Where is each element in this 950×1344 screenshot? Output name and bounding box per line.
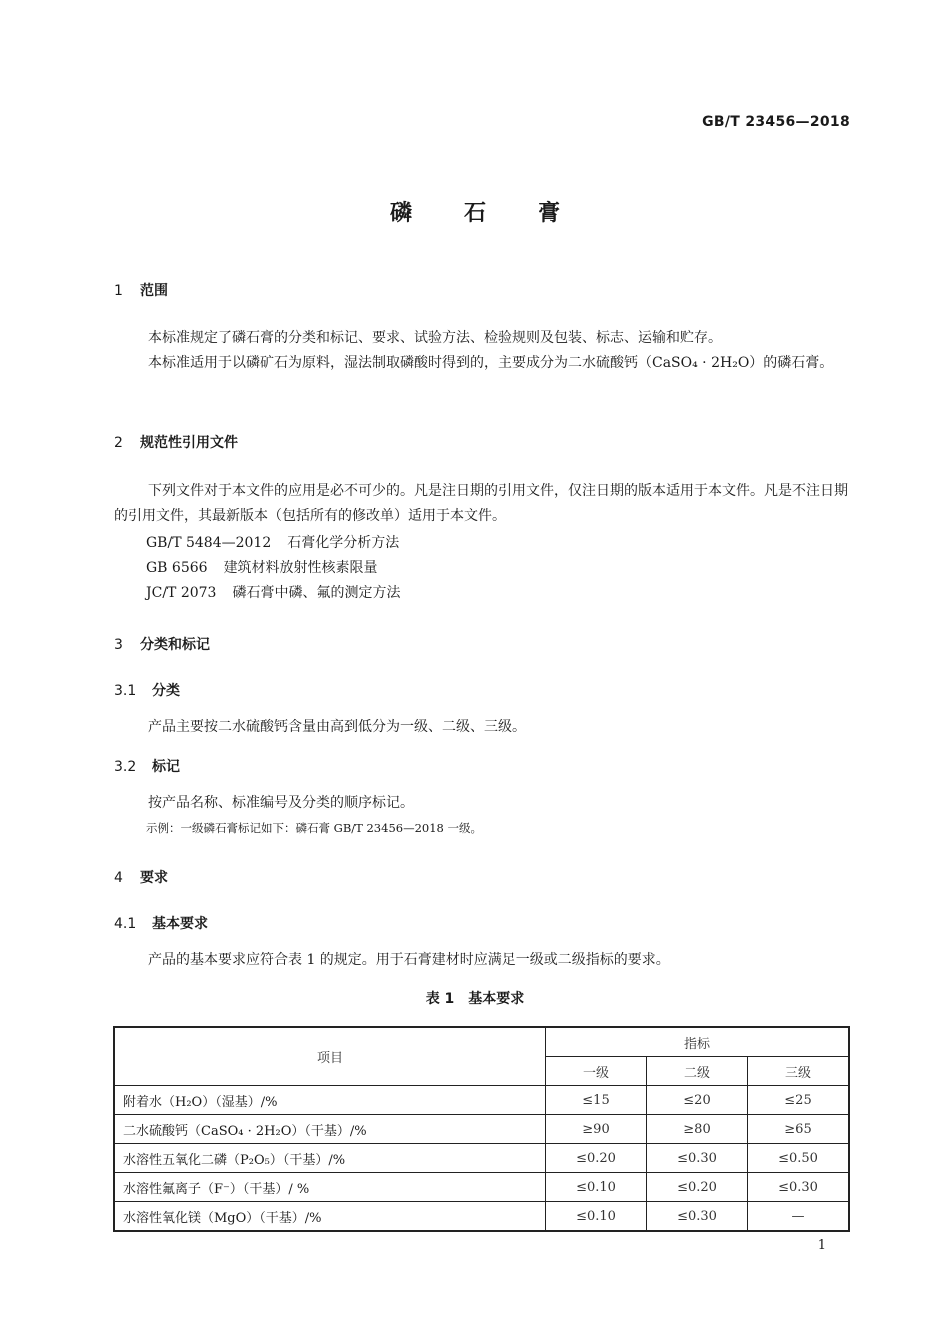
table-cell-item: 水溶性氟离子（F⁻）（干基）/ % <box>114 1173 546 1202</box>
table-cell-value: — <box>748 1202 850 1232</box>
table-cell-value: ≤0.30 <box>647 1202 748 1232</box>
reference-name: 建筑材料放射性核素限量 <box>223 560 378 576</box>
reference-name: 石膏化学分析方法 <box>287 535 400 551</box>
page-number: 1 <box>817 1238 826 1253</box>
table-cell-value: ≤15 <box>546 1086 647 1115</box>
section-title: 范围 <box>140 283 168 299</box>
table-cell-value: ≥90 <box>546 1115 647 1144</box>
section-title: 基本要求 <box>152 916 208 932</box>
section-1-paragraph-1: 本标准规定了磷石膏的分类和标记、要求、试验方法、检验规则及包装、标志、运输和贮存。 <box>148 330 722 346</box>
section-title: 分类和标记 <box>140 637 210 653</box>
table-cell-value: ≥80 <box>647 1115 748 1144</box>
table-cell-value: ≤0.20 <box>546 1144 647 1173</box>
requirements-table <box>113 1026 850 1232</box>
section-number: 1 <box>114 283 123 299</box>
section-title: 要求 <box>140 870 168 886</box>
section-4-1-paragraph: 产品的基本要求应符合表 1 的规定。用于石膏建材时应满足一级或二级指标的要求。 <box>148 952 670 968</box>
reference-code: JC/T 2073 <box>146 585 217 601</box>
section-title: 规范性引用文件 <box>140 435 238 451</box>
table-row <box>114 1173 849 1202</box>
table-row <box>114 1115 849 1144</box>
section-title: 标记 <box>152 759 180 775</box>
section-title: 分类 <box>152 683 180 699</box>
title-char: 膏 <box>538 201 561 226</box>
section-number: 3.2 <box>114 759 137 775</box>
example-note: 示例：一级磷石膏标记如下：磷石膏 GB/T 23456—2018 一级。 <box>146 821 482 835</box>
document-title <box>0 196 950 227</box>
reference-code: GB 6566 <box>146 560 208 576</box>
table-row <box>114 1086 849 1115</box>
table-cell-value: ≤0.20 <box>647 1173 748 1202</box>
title-char: 磷 <box>389 201 412 226</box>
table-header-grade: 一级 <box>546 1057 647 1086</box>
section-2-paragraph: 下列文件对于本文件的应用是必不可少的。凡是注日期的引用文件，仅注日期的版本适用于本文件。凡是不注日期的引用文件，其最新版本（包括所有的修改单）适用于本文件。 <box>114 483 848 524</box>
table-header-index: 指标 <box>546 1027 850 1057</box>
table-cell-item: 水溶性氧化镁（MgO）（干基）/% <box>114 1202 546 1232</box>
section-3-1-heading <box>114 680 180 700</box>
reference-item <box>146 557 378 577</box>
table-cell-value: ≤0.30 <box>647 1144 748 1173</box>
section-3-1-paragraph: 产品主要按二水硫酸钙含量由高到低分为一级、二级、三级。 <box>148 719 526 735</box>
section-number: 4.1 <box>114 916 137 932</box>
table-row <box>114 1144 849 1173</box>
table-cell-item: 二水硫酸钙（CaSO₄ · 2H₂O）（干基）/% <box>114 1115 546 1144</box>
standard-code: GB/T 23456—2018 <box>702 114 850 130</box>
section-1-heading <box>114 280 168 300</box>
table-row <box>114 1202 849 1232</box>
section-3-heading <box>114 634 210 654</box>
table-cell-item: 水溶性五氧化二磷（P₂O₅）（干基）/% <box>114 1144 546 1173</box>
section-4-1-heading <box>114 913 208 933</box>
title-char: 石 <box>463 201 486 226</box>
table-cell-value: ≥65 <box>748 1115 850 1144</box>
section-3-2-heading <box>114 756 180 776</box>
section-number: 3 <box>114 637 123 653</box>
table-cell-value: ≤25 <box>748 1086 850 1115</box>
section-4-heading <box>114 867 168 887</box>
section-number: 4 <box>114 870 123 886</box>
table-cell-value: ≤0.50 <box>748 1144 850 1173</box>
section-number: 3.1 <box>114 683 137 699</box>
table-cell-value: ≤20 <box>647 1086 748 1115</box>
table-header-item: 项目 <box>114 1027 546 1086</box>
table-header-grade: 二级 <box>647 1057 748 1086</box>
section-1-paragraph-2: 本标准适用于以磷矿石为原料，湿法制取磷酸时得到的，主要成分为二水硫酸钙（CaSO₄ · 2H₂O）的磷石膏。 <box>148 355 834 371</box>
reference-code: GB/T 5484—2012 <box>146 535 272 551</box>
reference-item <box>146 532 399 552</box>
section-3-2-paragraph: 按产品名称、标准编号及分类的顺序标记。 <box>148 795 414 811</box>
section-number: 2 <box>114 435 123 451</box>
table-cell-value: ≤0.30 <box>748 1173 850 1202</box>
reference-item <box>146 582 400 602</box>
table-cell-value: ≤0.10 <box>546 1202 647 1232</box>
table-header-grade: 三级 <box>748 1057 850 1086</box>
table-cell-item: 附着水（H₂O）（湿基）/% <box>114 1086 546 1115</box>
reference-name: 磷石膏中磷、氟的测定方法 <box>232 585 401 601</box>
table-cell-value: ≤0.10 <box>546 1173 647 1202</box>
table-caption: 表 1 基本要求 <box>425 991 525 1007</box>
section-2-heading <box>114 432 238 452</box>
